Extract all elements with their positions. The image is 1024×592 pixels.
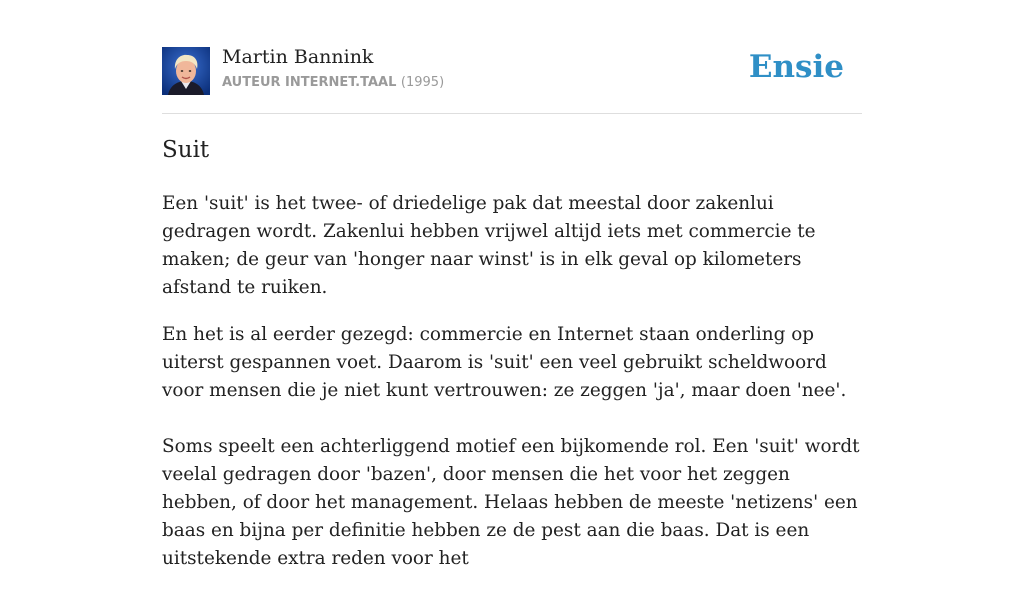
author-header xyxy=(162,0,862,114)
avatar-photo xyxy=(162,47,210,95)
article-paragraph: En het is al eerder gezegd: commercie en Internet staan onderling op uiterst gespannen voet. Daarom is 'suit' een veel gebruikt scheldwoord voor mensen die je niet kunt vertrouwen: ze zeggen 'ja', maar doen 'nee'. Soms speelt een achterliggend motief een bijkomende rol. Een 'suit' wordt veelal gedragen door 'bazen', door mensen die het voor het zeggen hebben, of door het management. Helaas hebben de meeste 'netizens' een baas en bijna per definitie hebben ze de pest aan die baas. Dat is een uitstekende extra reden voor het xyxy=(162,324,860,569)
ensie-logo-link[interactable]: Ensie xyxy=(748,49,844,85)
author-subtitle xyxy=(222,75,444,90)
author-avatar[interactable] xyxy=(162,47,210,95)
author-role: AUTEUR INTERNET.TAAL xyxy=(222,75,397,90)
author-name[interactable]: Martin Bannink xyxy=(222,46,374,68)
article-container xyxy=(162,0,862,569)
article-title: Suit xyxy=(162,137,210,163)
article-body xyxy=(162,190,862,592)
article-paragraph: Een 'suit' is het twee- of driedelige pak dat meestal door zakenlui gedragen wordt. Zakenlui hebben vrijwel altijd iets met commercie te maken; de geur van 'honger naar winst' is in elk geval op kilometers afstand te ruiken. xyxy=(162,193,816,298)
author-year: (1995) xyxy=(400,75,445,90)
